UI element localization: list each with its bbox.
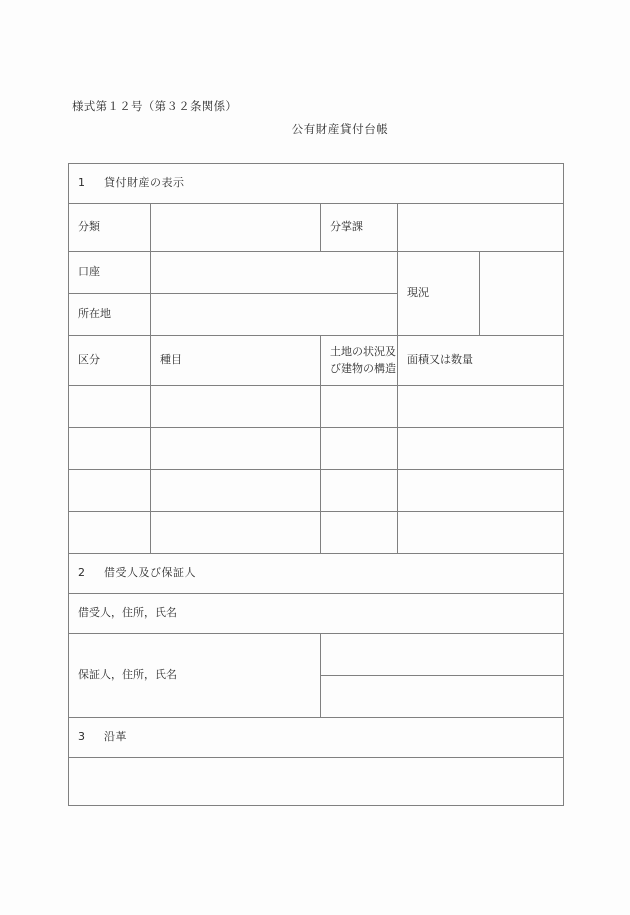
value-bunrui[interactable] [151, 204, 321, 252]
section2-heading [69, 554, 564, 594]
section2-header-row [69, 554, 564, 594]
section1-heading-label: 貸付財産の表示 [104, 176, 185, 190]
value-kouza[interactable] [151, 252, 398, 294]
label-genkyou: 現況 [398, 252, 480, 336]
value-hoshounin-2[interactable] [321, 676, 564, 718]
label-hoshounin: 保証人，住所，氏名 [69, 634, 321, 718]
cell-menseki[interactable] [398, 470, 564, 512]
section3-header-row [69, 718, 564, 758]
value-shozaichi[interactable] [151, 294, 398, 336]
section2-number: 2 [78, 566, 85, 580]
section2-heading-label: 借受人及び保証人 [104, 566, 196, 580]
column-header-joukyou-line2: び建物の構造 [330, 361, 396, 375]
cell-kubun[interactable] [69, 428, 151, 470]
cell-joukyou[interactable] [321, 512, 398, 554]
value-genkyou[interactable] [480, 252, 564, 336]
column-header-joukyou-line1: 土地の状況及 [330, 345, 396, 358]
column-header-kubun: 区分 [69, 336, 151, 386]
label-shozaichi: 所在地 [69, 294, 151, 336]
account-row [69, 252, 564, 294]
value-bunshouka[interactable] [398, 204, 564, 252]
section1-number: 1 [78, 176, 85, 190]
cell-shumoku[interactable] [151, 512, 321, 554]
cell-kubun[interactable] [69, 512, 151, 554]
classification-row [69, 204, 564, 252]
cell-kubun[interactable] [69, 386, 151, 428]
table-row [69, 470, 564, 512]
cell-joukyou[interactable] [321, 428, 398, 470]
value-hoshounin-1[interactable] [321, 634, 564, 676]
borrower-row [69, 594, 564, 634]
guarantor-row-1 [69, 634, 564, 676]
section3-heading [69, 718, 564, 758]
label-karininin: 借受人，住所，氏名 [69, 594, 564, 634]
section3-number: 3 [78, 730, 85, 744]
label-bunshouka: 分掌課 [321, 204, 398, 252]
column-header-row [69, 336, 564, 386]
cell-joukyou[interactable] [321, 386, 398, 428]
column-header-shumoku: 種目 [151, 336, 321, 386]
history-row [69, 758, 564, 806]
section1-header-row [69, 164, 564, 204]
cell-menseki[interactable] [398, 512, 564, 554]
table-row [69, 428, 564, 470]
page-title: 公有財産貸付台帳 [291, 122, 389, 136]
form-number: 様式第１２号（第３２条関係） [72, 99, 238, 113]
label-bunrui: 分類 [69, 204, 151, 252]
cell-kubun[interactable] [69, 470, 151, 512]
table-row [69, 386, 564, 428]
column-header-joukyou [321, 336, 398, 386]
cell-menseki[interactable] [398, 386, 564, 428]
column-header-menseki: 面積又は数量 [398, 336, 564, 386]
cell-shumoku[interactable] [151, 428, 321, 470]
ledger-table [68, 163, 564, 806]
table-row [69, 512, 564, 554]
value-enkaku[interactable] [69, 758, 564, 806]
cell-joukyou[interactable] [321, 470, 398, 512]
label-kouza: 口座 [69, 252, 151, 294]
cell-shumoku[interactable] [151, 470, 321, 512]
cell-shumoku[interactable] [151, 386, 321, 428]
cell-menseki[interactable] [398, 428, 564, 470]
section1-heading [69, 164, 564, 204]
section3-heading-label: 沿革 [104, 730, 127, 744]
